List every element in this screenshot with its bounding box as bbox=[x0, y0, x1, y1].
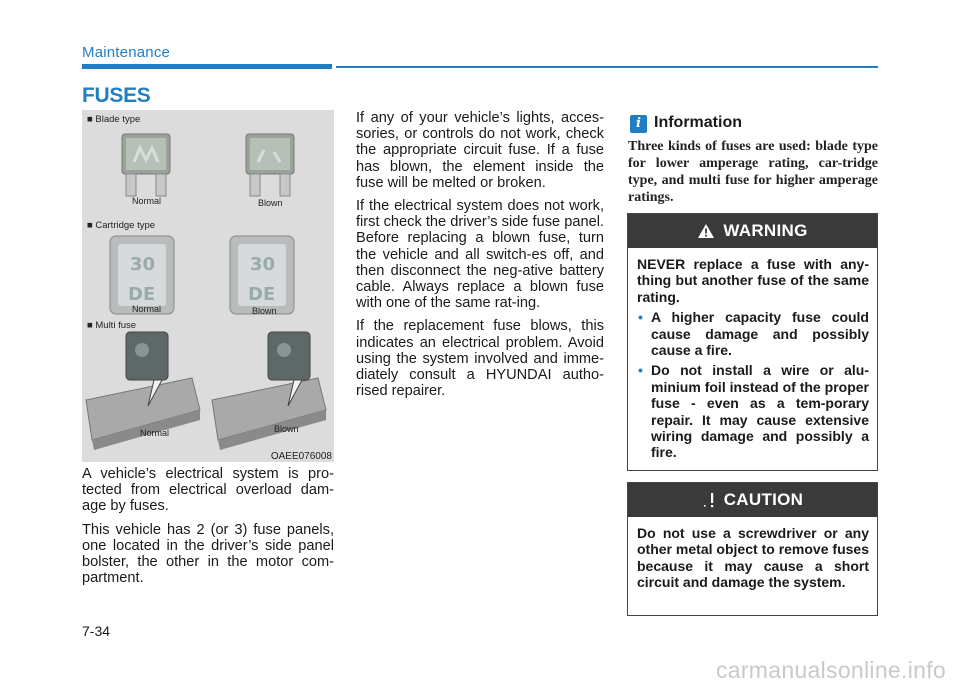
svg-text:DE: DE bbox=[248, 284, 276, 305]
watermark: carmanualsonline.info bbox=[715, 657, 946, 683]
information-text: Three kinds of fuses are used: blade type for lower amperage rating, car-tridge type, and multi fuse for higher amperage ratings. bbox=[628, 139, 878, 205]
paragraph: If the replacement fuse blows, this indicates an electrical problem. Avoid using the system involved and imme-diately consult a HYUNDAI autho-rised repairer. bbox=[356, 318, 604, 400]
warning-bullet: • A higher capacity fuse could cause damage and possibly cause a fire. bbox=[637, 309, 869, 358]
warning-title: WARNING bbox=[723, 221, 808, 240]
caution-title: CAUTION bbox=[723, 490, 804, 509]
multi-fuse-blown bbox=[212, 332, 326, 450]
blade-fuse-blown bbox=[246, 134, 294, 196]
fuse-figure bbox=[82, 110, 334, 462]
warning-intro: NEVER replace a fuse with any-thing but another fuse of the same rating. bbox=[637, 256, 869, 305]
cartridge-fuse-normal bbox=[110, 236, 174, 314]
warning-list bbox=[637, 309, 869, 461]
warning-triangle-icon bbox=[697, 223, 715, 239]
svg-text:30: 30 bbox=[250, 254, 276, 275]
paragraph: This vehicle has 2 (or 3) fuse panels, one located in the driver’s side panel bolster, the other in the motor com-partment. bbox=[82, 521, 334, 587]
caution-exclamation-icon bbox=[702, 491, 716, 509]
cartridge-type-caption: ■ Cartridge type bbox=[87, 220, 156, 231]
warning-bullet: • Do not install a wire or alu-minium foil instead of the proper fuse - even as a tem-porary repair. It may cause extensive wiring damage and possibly a fire. bbox=[637, 362, 869, 460]
page-number: 7-34 bbox=[82, 623, 111, 639]
blade-fuse-normal bbox=[122, 134, 170, 196]
page-title: FUSES bbox=[82, 84, 151, 107]
section-label: Maintenance bbox=[82, 44, 171, 61]
info-icon: i bbox=[630, 115, 647, 133]
blade-type-caption: ■ Blade type bbox=[87, 114, 141, 125]
warning-header bbox=[628, 214, 877, 248]
warning-box bbox=[627, 213, 878, 471]
fuse-illustration bbox=[82, 110, 334, 462]
blade-blown-label: Blown bbox=[258, 198, 283, 208]
caution-header bbox=[628, 483, 877, 517]
multi-blown-label: Blown bbox=[274, 424, 299, 434]
paragraph: A vehicle’s electrical system is pro-tected from electrical overload dam-age by fuses. bbox=[82, 466, 334, 515]
multi-normal-label: Normal bbox=[140, 428, 170, 438]
middle-column-text bbox=[356, 110, 604, 406]
paragraph: If the electrical system does not work, first check the driver’s side fuse panel. Before replacing a blown fuse, turn the vehicle and all switch-es off, and then disconnect the neg-ative battery cable. Always replace a blown fuse with one of the same rat-ing. bbox=[356, 198, 604, 312]
cartridge-normal-label: Normal bbox=[132, 304, 162, 314]
paragraph: If any of your vehicle’s lights, acces-sories, or controls do not work, check the appropriate circuit fuse. If a fuse has blown, the element inside the fuse will be melted or broken. bbox=[356, 110, 604, 191]
caution-text: Do not use a screwdriver or any other metal object to remove fuses because it may cause a short circuit and damage the system. bbox=[637, 525, 869, 591]
information-title: Information bbox=[654, 114, 742, 131]
cartridge-fuse-blown bbox=[230, 236, 294, 314]
header-rule-thin bbox=[336, 66, 878, 68]
left-column-text bbox=[82, 466, 334, 593]
multi-fuse-caption: ■ Multi fuse bbox=[87, 320, 137, 331]
header-rule-thick bbox=[82, 64, 332, 69]
svg-text:30: 30 bbox=[130, 254, 156, 275]
figure-code: OAEE076008 bbox=[270, 451, 332, 462]
blade-normal-label: Normal bbox=[132, 196, 162, 206]
cartridge-blown-label: Blown bbox=[252, 306, 277, 316]
svg-text:DE: DE bbox=[128, 284, 156, 305]
caution-box bbox=[627, 482, 878, 616]
